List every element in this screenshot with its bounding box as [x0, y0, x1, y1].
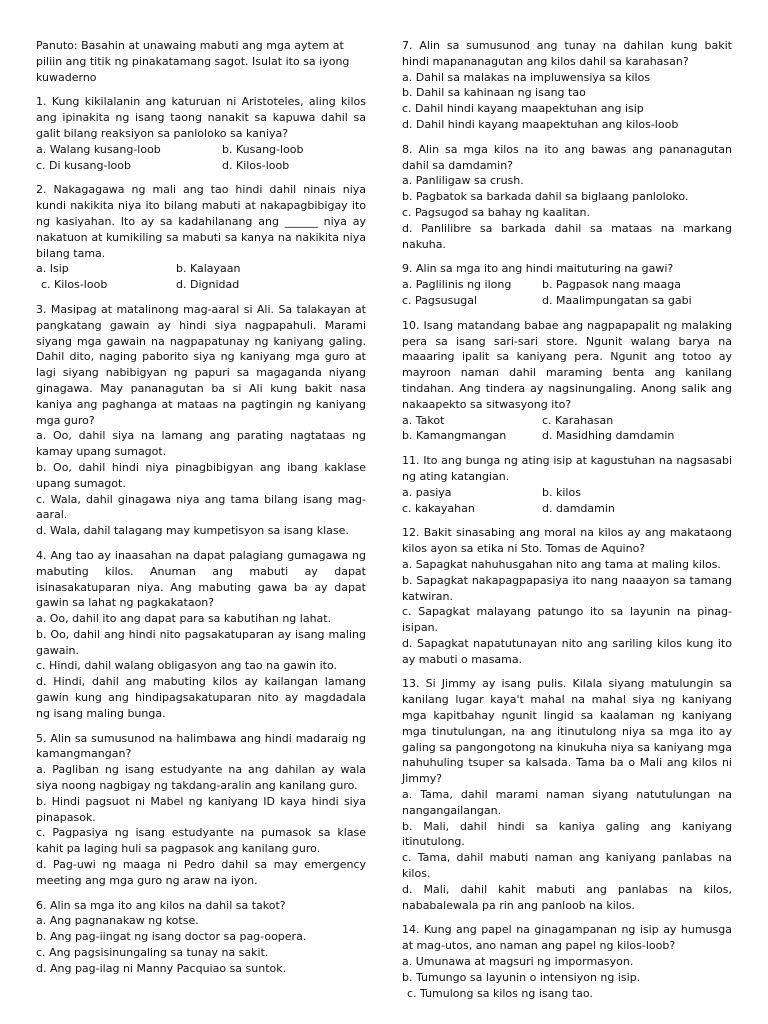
choice: d. Ang pag-ilag ni Manny Pacquiao sa suntok.: [36, 961, 287, 975]
left-column: [36, 38, 366, 986]
question-text: 9. Alin sa mga ito ang hindi maituturing na gawi?: [402, 262, 674, 276]
choice: a. Ang pagnanakaw ng kotse.: [36, 914, 199, 928]
choice: d. Panlilibre sa barkada dahil sa mataas na markang nakuha.: [402, 221, 732, 251]
choice: c. kakayahan: [402, 501, 475, 515]
question-14: [402, 922, 732, 1001]
choice: d. Sapagkat napatutunayan nito ang sariling kilos kung ito ay mabuti o masama.: [402, 636, 732, 666]
choice: c. Hindi, dahil walang obligasyon ang tao na gawin ito.: [36, 659, 337, 673]
question-text: 8. Alin sa mga kilos na ito ang bawas ang pananagutan dahil sa damdamin?: [402, 142, 732, 172]
question-11: [402, 453, 732, 516]
choice: a. Takot: [402, 413, 445, 427]
choice: c. Pagpasiya ng isang estudyante na pumasok sa klase kahit pa laging huli sa pagpasok ang kanilang guro.: [36, 826, 366, 856]
question-4: [36, 548, 366, 722]
choice: d. Dignidad: [176, 278, 240, 292]
question-text: 4. Ang tao ay inaasahan na dapat palagiang gumagawa ng mabuting kilos. Anuman ang mabuti ay dapat isinasakatuparan niya. Ang mabuting gawa ba ay dapat gawin sa lahat ng pagkakataon?: [36, 548, 366, 610]
choice: c. Tama, dahil mabuti naman ang kaniyang panlabas na kilos.: [402, 851, 732, 881]
question-text: 5. Alin sa sumusunod na halimbawa ang hindi madaraig ng kamangmangan?: [36, 731, 366, 761]
choice: d. Mali, dahil kahit mabuti ang panlabas na kilos, nababalewala pa rin ang panloob na kilos.: [402, 882, 732, 912]
choice: b. Kalayaan: [176, 262, 241, 276]
choice: c. Kilos-loob: [41, 278, 108, 292]
question-13: [402, 676, 732, 913]
choice: c. Ang pagsisinungaling sa tunay na sakit.: [36, 946, 269, 960]
choice: a. Oo, dahil ito ang dapat para sa kabutihan ng lahat.: [36, 612, 332, 626]
choice: d. Wala, dahil talagang may kumpetisyon sa isang klase.: [36, 524, 349, 538]
choice: a. Walang kusang-loob: [36, 142, 161, 156]
choice: c. Sapagkat malayang patungo ito sa layunin na pinag-isipan.: [402, 605, 732, 635]
choice: b. Oo, dahil hindi niya pinagbibigyan ang ibang kaklase upang sumagot.: [36, 460, 366, 490]
question-text: 11. Ito ang bunga ng ating isip at kagustuhan na nagsasabi ng ating katangian.: [402, 454, 732, 483]
question-text: 6. Alin sa mga ito ang kilos na dahil sa takot?: [36, 898, 286, 912]
question-text: 13. Si Jimmy ay isang pulis. Kilala siyang matulungin sa kanilang lugar kaya't mahal na mahal siya ng kaniyang mga kapitbahay ngunit lingid sa kaalaman ng kaniyang mga tinutulungan, na ang itinutulong niya sa mga ito ay galing sa pangongotong na kinukuha niya sa kaniyang mga nahuhuling tsuper sa kalsada. Tama ba o Mali ang kilos ni Jimmy?: [402, 677, 732, 786]
question-text: 7. Alin sa sumusunod ang tunay na dahilan kung bakit hindi mapananagutan ang kilos dahil sa karahasan?: [402, 39, 732, 68]
question-text: 1. Kung kikilalanin ang katuruan ni Aristoteles, aling kilos ang ipinakita ng isang taong nanakit sa kapuwa dahil sa galit bilang reaksiyon sa panloloko sa kaniya?: [36, 95, 366, 140]
right-column: [402, 38, 732, 1010]
question-9: [402, 261, 732, 308]
choice: b. kilos: [542, 485, 581, 499]
choice: a. Paglilinis ng ilong: [402, 278, 512, 292]
choice: b. Kamangmangan: [402, 429, 507, 443]
question-2: [36, 182, 366, 293]
choice: b. Kusang-loob: [222, 142, 304, 156]
question-5: [36, 731, 366, 889]
question-text: 3. Masipag at matalinong mag-aaral si Ali. Sa talakayan at pangkatang gawain ay hindi siya nagpapahuli. Marami siyang mga gawain na nagpapatunay ng kaniyang galing. Dahil dito, naging paborito siya ng kaniyang mga guro at lagi siyang nabibigyan ng papuri sa magaganda niyang ginagawa. May pananagutan ba si Ali kung bakit nasa kaniya ang paghanga at mataas na pagtingin ng kaniyang mga guro?: [36, 302, 366, 427]
choice: d. Maalimpungatan sa gabi: [542, 293, 692, 307]
choice: d. Pag-uwi ng maaga ni Pedro dahil sa may emergency meeting ang mga guro ng araw na iyon.: [36, 858, 366, 887]
choice: c. Karahasan: [542, 413, 614, 427]
question-6: [36, 898, 366, 977]
choice: c. Wala, dahil ginagawa niya ang tama bilang isang mag-aaral.: [36, 492, 366, 522]
choice: c. Dahil hindi kayang maapektuhan ang isip: [402, 102, 644, 116]
choice: a. Tama, dahil marami naman siyang natutulungan na nangangailangan.: [402, 788, 732, 817]
question-10: [402, 318, 732, 444]
choice: c. Pagsusugal: [402, 293, 478, 307]
choice: b. Pagbatok sa barkada dahil sa biglaang panloloko.: [402, 190, 689, 204]
choice: c. Tumulong sa kilos ng isang tao.: [407, 986, 593, 1000]
choice: b. Oo, dahil ang hindi nito pagsakatuparan ay isang maling gawain.: [36, 627, 366, 657]
question-7: [402, 38, 732, 133]
choice: b. Tumungo sa layunin o intensiyon ng isip.: [402, 970, 641, 984]
question-1: [36, 94, 366, 173]
choice: a. Pagliban ng isang estudyante na ang dahilan ay wala siya noong nagbigay ng takdang-aralin ang kanilang guro.: [36, 763, 366, 793]
question-12: [402, 525, 732, 667]
instructions: Panuto: Basahin at unawaing mabuti ang mga aytem at piliin ang titik ng pinakatamang sagot. Isulat ito sa iyong kuwaderno: [36, 39, 350, 84]
choice: a. Panliligaw sa crush.: [402, 174, 524, 188]
choice: c. Pagsugod sa bahay ng kaalitan.: [402, 205, 590, 219]
choice: a. Umunawa at magsuri ng impormasyon.: [402, 955, 634, 969]
choice: d. Dahil hindi kayang maapektuhan ang kilos-loob: [402, 117, 679, 131]
choice: b. Mali, dahil hindi sa kaniya galing ang kaniyang itinutulong.: [402, 819, 732, 849]
question-text: 2. Nakagagawa ng mali ang tao hindi dahil ninais niya kundi nakikita niya ito bilang mabuti at nakapagbibigay ito ng kasiyahan. Ito ay sa kadahilanang ang ______ niya ay nakatuon at kumikiling sa mabuti sa kanya na nakikita niya bilang tama.: [36, 183, 366, 260]
choice: b. Ang pag-iingat ng isang doctor sa pag-oopera.: [36, 930, 307, 944]
choice: a. Dahil sa malakas na impluwensiya sa kilos: [402, 70, 651, 84]
choice: b. Sapagkat nakapagpapasiya ito nang naaayon sa tamang katwiran.: [402, 573, 732, 603]
choice: a. Sapagkat nahuhusgahan nito ang tama at maling kilos.: [402, 557, 721, 571]
choice: a. Isip: [36, 262, 69, 276]
question-text: 10. Isang matandang babae ang nagpapapalit ng malaking pera sa isang sari-sari store. Ngunit walang barya na maaaring ipalit sa kaniyang pera. Ngunit ang totoo ay mayroon naman dahil maraming benta ang kanilang tindahan. Ang tindera ay nagsinungaling. Anong salik ang nakaapekto sa sitwasyong ito?: [402, 318, 732, 411]
question-text: 14. Kung ang papel na ginagampanan ng isip ay humusga at mag-utos, ano naman ang papel ng kilos-loob?: [402, 923, 732, 953]
choice: b. Hindi pagsuot ni Mabel ng kaniyang ID kaya hindi siya pinapasok.: [36, 794, 366, 824]
choice: d. damdamin: [542, 501, 615, 515]
choice: a. pasiya: [402, 485, 452, 499]
choice: a. Oo, dahil siya na lamang ang parating nagtataas ng kamay upang sumagot.: [36, 429, 366, 459]
choice: d. Kilos-loob: [222, 158, 290, 172]
choice: d. Masidhing damdamin: [542, 429, 675, 443]
choice: c. Di kusang-loob: [36, 158, 131, 172]
choice: b. Pagpasok nang maaga: [542, 278, 681, 292]
question-3: [36, 302, 366, 539]
choice: b. Dahil sa kahinaan ng isang tao: [402, 86, 586, 100]
question-8: [402, 142, 732, 253]
choice: d. Hindi, dahil ang mabuting kilos ay kailangan lamang gawin kung ang hindipagsakatuparan nito ay magdadala ng isang maling bunga.: [36, 675, 366, 720]
question-text: 12. Bakit sinasabing ang moral na kilos ay ang makataong kilos ayon sa etika ni Sto. Tomas de Aquino?: [402, 526, 732, 556]
